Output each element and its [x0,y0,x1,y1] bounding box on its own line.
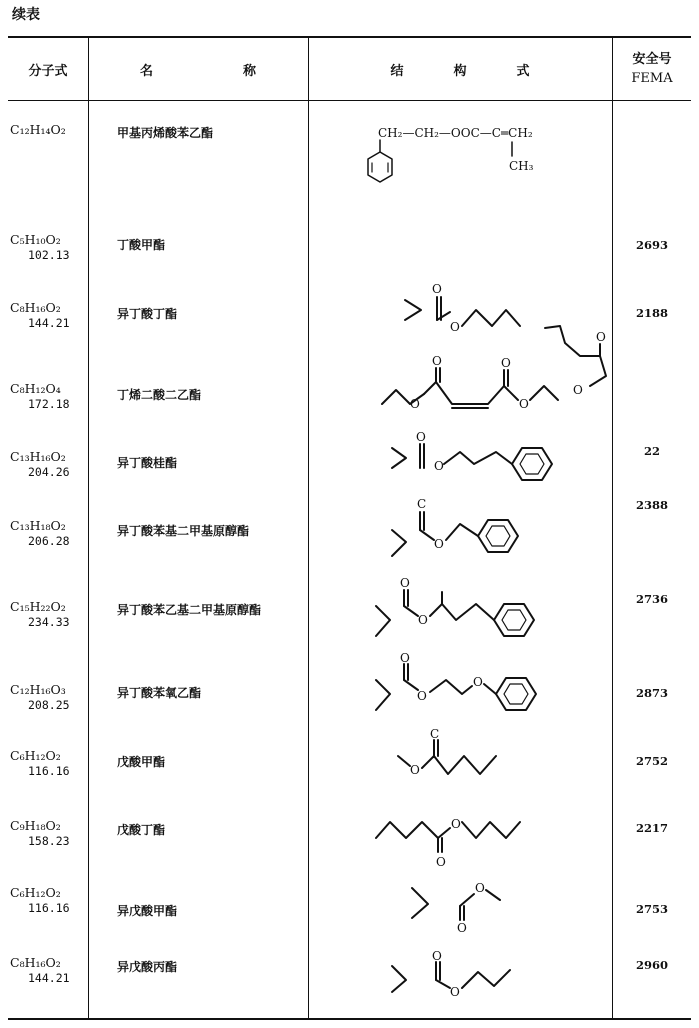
atom-label: O [451,817,461,831]
header-structure-a: 结 [390,63,404,79]
atom-label: O [410,763,420,777]
row-fema: 2388 [635,498,668,512]
atom-label: O [434,459,444,473]
structure-cinnamyl-isobutyrate [392,430,552,480]
row-fema: 2873 [635,686,668,700]
molecular-weight: 116.16 [28,763,70,778]
row-name: 甲基丙烯酸苯乙酯 [117,126,214,140]
atom-label: O [473,675,483,689]
formula-text: C₈H₁₂O₄ [10,381,61,396]
formula-text: C₈H₁₆O₂ [10,955,61,970]
row-name: 异丁酸丁酯 [117,307,178,321]
formula-text: C₁₃H₁₈O₂ [10,518,66,533]
atom-label: O [519,397,529,411]
atom-label: O [450,985,460,999]
formula-text: C₁₂H₁₆O₃ [10,682,66,697]
row-fema: 2188 [635,306,668,320]
row-name: 异丁酸苯乙基二甲基原醇酯 [117,603,262,617]
row-fema: 2736 [635,592,668,606]
atom-label: O [432,354,442,368]
molecular-weight: 158.23 [28,833,70,848]
formula-text: C₁₅H₂₂O₂ [10,599,66,614]
header-formula-text: 分子式 [28,63,68,79]
molecular-weight: 172.18 [28,396,70,411]
atom-label: C [417,497,427,511]
row-name: 异丁酸苯氧乙酯 [117,686,202,700]
atom-label: O [417,689,427,703]
atom-label: O [596,330,606,344]
atom-label: O [410,397,420,411]
row-fema: 22 [643,444,660,458]
formula-text: C₅H₁₀O₂ [10,232,61,247]
row-name: 异丁酸桂酯 [117,456,178,470]
continued-label: 续表 [12,7,40,23]
atom-label: O [501,356,511,370]
row-name: 戊酸甲酯 [117,755,166,769]
row-fema: 2960 [635,958,668,972]
row-fema: 2753 [635,902,668,916]
row-name: 丁酸甲酯 [117,238,166,252]
molecular-weight: 144.21 [28,970,70,985]
row-name: 异丁酸苯基二甲基原醇酯 [117,524,250,538]
formula-text: C₁₂H₁₄O₂ [10,122,66,137]
molecular-weight: 144.21 [28,315,70,330]
formula-text: C₁₃H₁₆O₂ [10,449,66,464]
structure-propyl-isovalerate [392,949,510,999]
row-fema: 2752 [635,754,668,768]
row-fema: 2693 [635,238,668,252]
structure-phenethyl-methacrylate [368,126,534,182]
atom-label: O [432,282,442,296]
row-fema: 2217 [635,821,668,835]
row-name: 异戊酸丙酯 [117,960,178,974]
header-fema-b: FEMA [631,71,673,86]
atom-label: O [418,613,428,627]
header-fema-a: 安全号 [632,51,672,67]
formula-text: C₆H₁₂O₂ [10,748,61,763]
atom-label: O [432,949,442,963]
atom-label: C [430,727,440,741]
header-name-a: 名 [139,63,153,79]
formula-text: C₉H₁₈O₂ [10,818,61,833]
atom-label: O [434,537,444,551]
atom-label: O [450,320,460,334]
atom-label: O [475,881,485,895]
atom-label: O [416,430,426,444]
structure-methyl-valerate [398,727,496,777]
molecular-weight: 102.13 [28,247,70,262]
molecular-weight: 204.26 [28,464,70,479]
structure-phenoxyethyl-isobutyrate [376,651,536,710]
header-name-b: 称 [243,63,257,79]
molecular-weight: 234.33 [28,614,70,629]
structure-diethyl-maleate [382,354,558,411]
molecular-weight: 208.25 [28,697,70,712]
structure-methyl-isovalerate [412,881,500,935]
row-name: 戊酸丁酯 [117,823,166,837]
structure-fragment-text: CH₂—CH₂—OOC—C═CH₂ [378,126,533,140]
structure-butyl-valerate [376,817,520,869]
atom-label: O [436,855,446,869]
atom-label: O [400,576,410,590]
atom-label: O [457,921,467,935]
header-structure-b: 构 [453,63,467,79]
formula-text: C₈H₁₆O₂ [10,300,61,315]
atom-label: O [573,383,583,397]
structure-fragment-text: CH₃ [509,159,534,173]
molecular-weight: 116.16 [28,900,70,915]
row-name: 丁烯二酸二乙酯 [117,388,202,402]
atom-label: O [400,651,410,665]
row-name: 异戊酸甲酯 [117,904,178,918]
structure-phenethyldimethylcarbinyl-isobutyrate [376,576,534,636]
molecular-weight: 206.28 [28,533,70,548]
formula-text: C₆H₁₂O₂ [10,885,61,900]
structure-dimethylbenzylcarbinyl-isobutyrate [392,497,518,556]
header-structure-c: 式 [516,63,530,79]
